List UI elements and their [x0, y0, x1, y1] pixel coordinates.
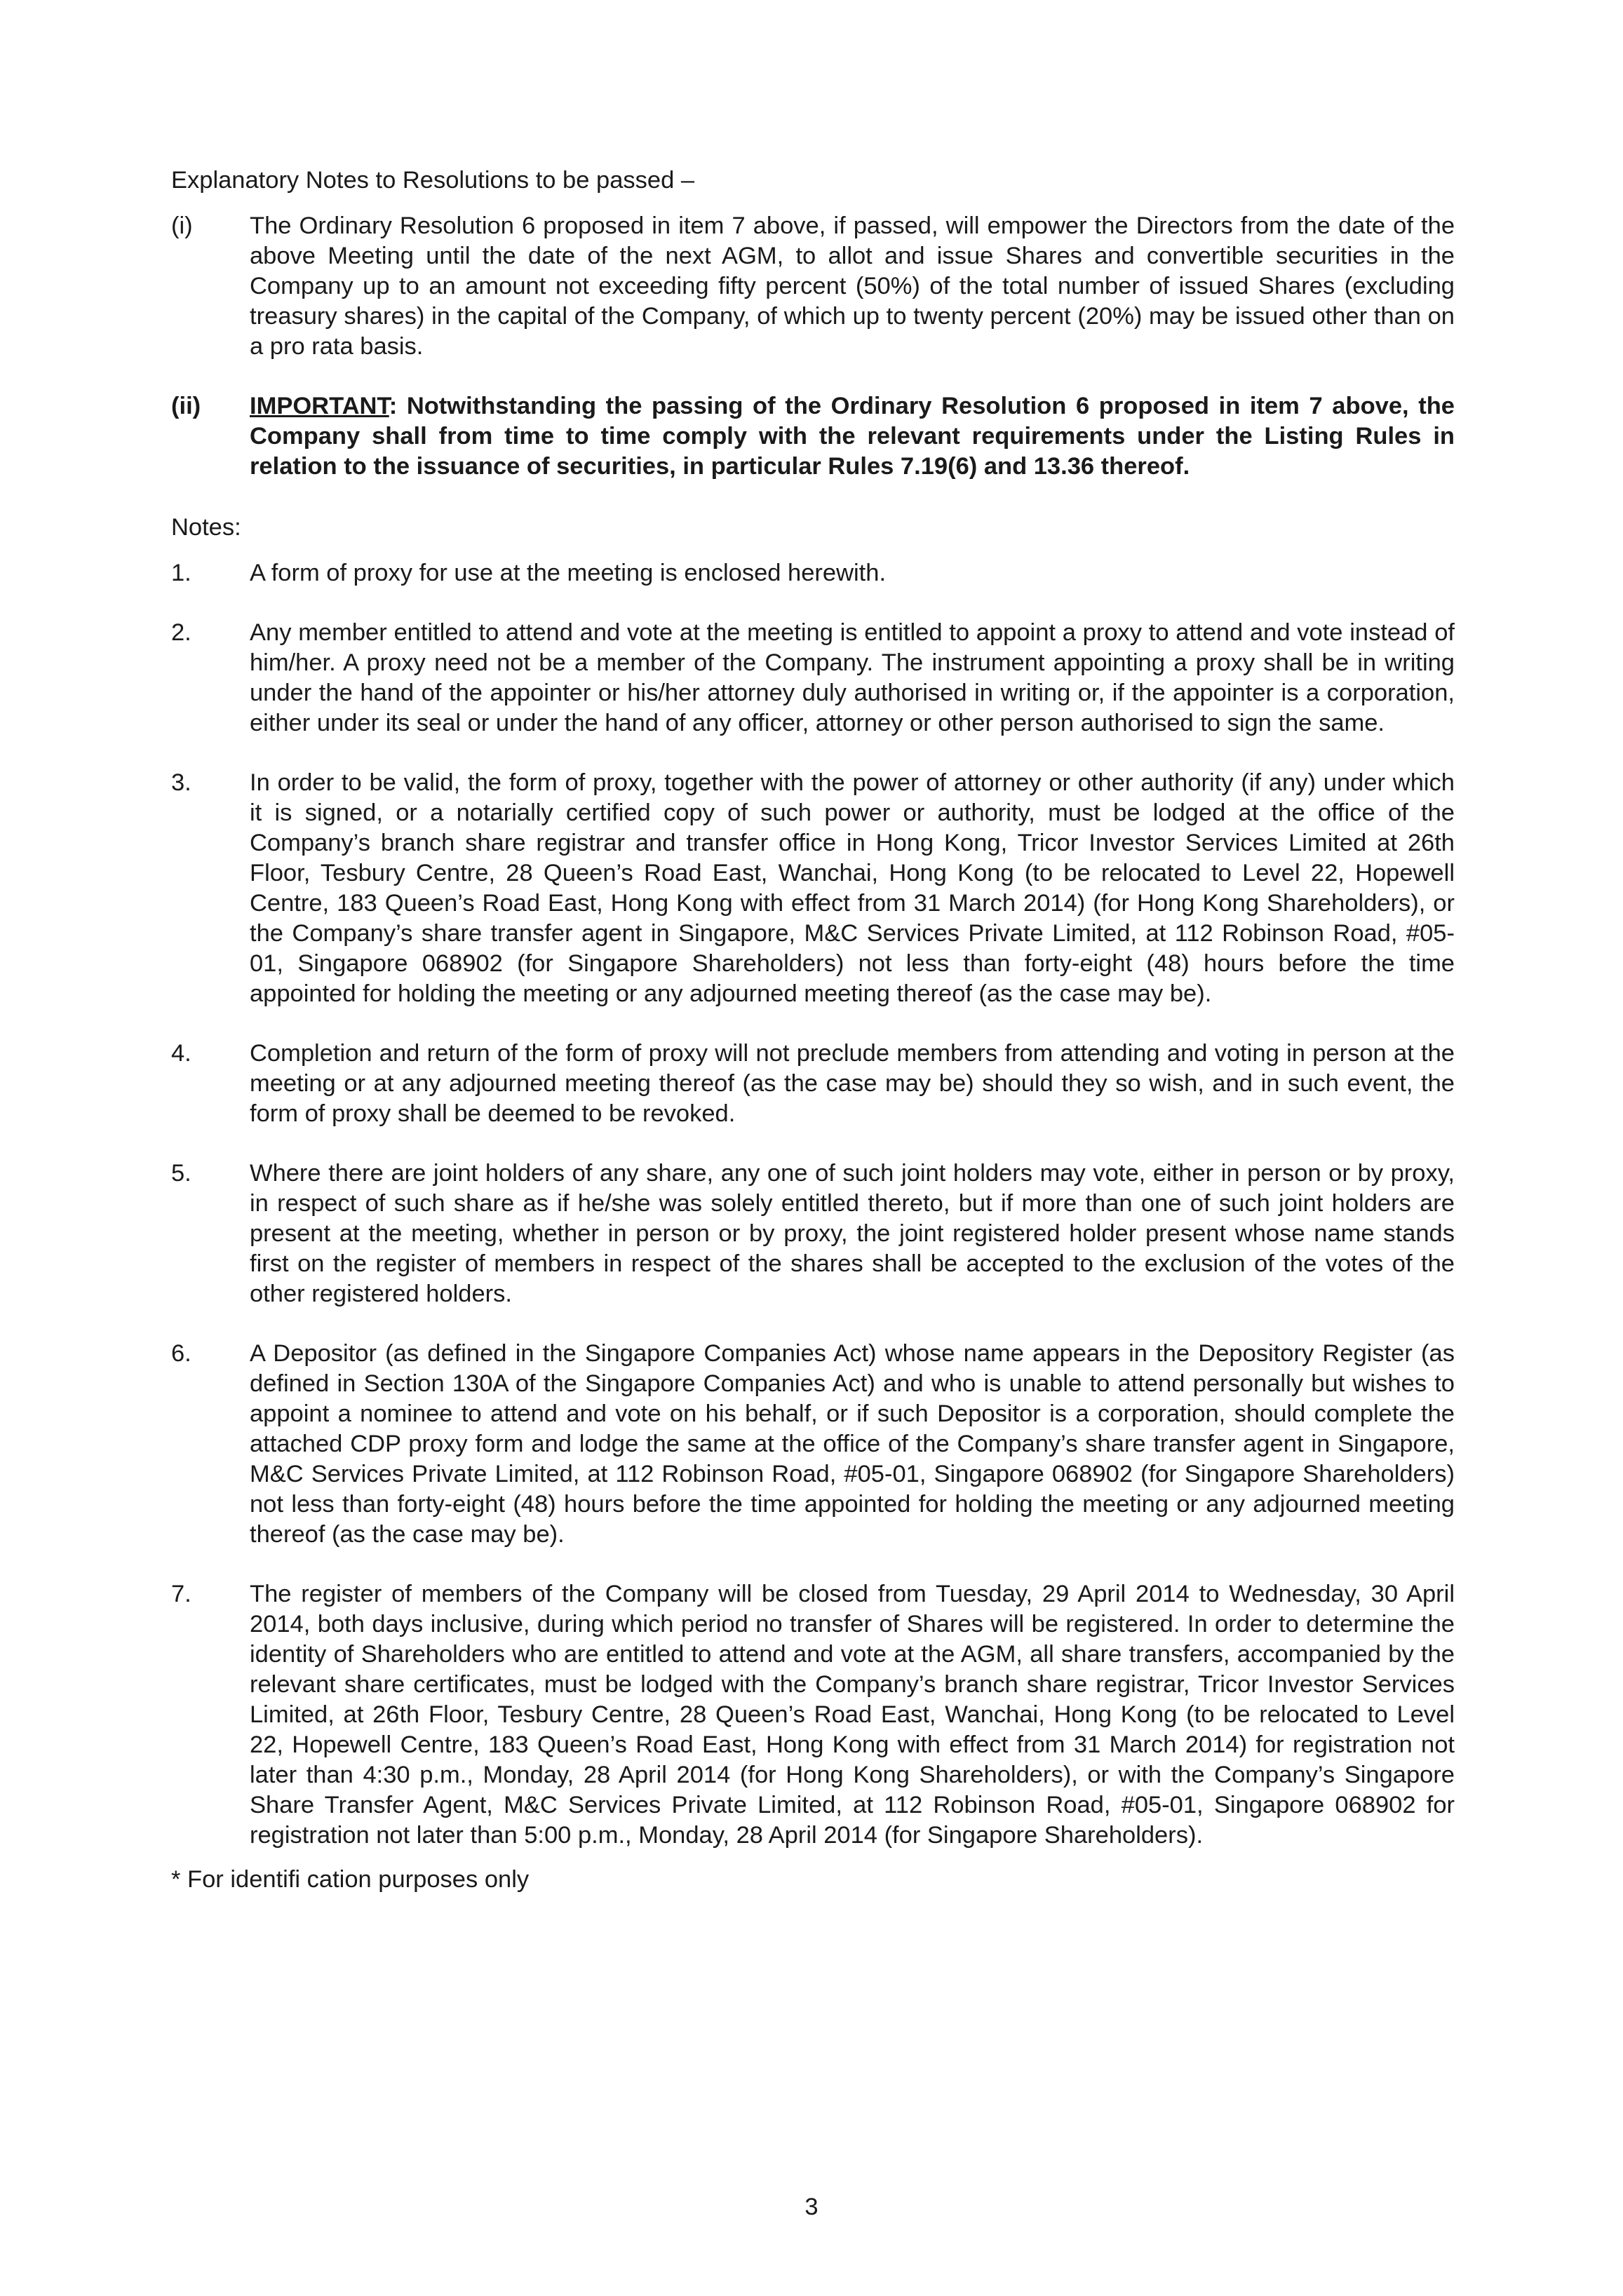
note-item — [171, 618, 1455, 738]
document-page — [171, 166, 1455, 1895]
important-label: IMPORTANT — [250, 393, 389, 419]
explanatory-item-important — [171, 391, 1455, 482]
explanatory-notes-heading: Explanatory Notes to Resolutions to be passed – — [171, 167, 695, 194]
note-number: 6. — [171, 1340, 191, 1367]
notes-heading: Notes: — [171, 514, 241, 541]
note-item — [171, 1579, 1455, 1851]
note-number: 3. — [171, 769, 191, 796]
item-text-important — [250, 391, 1455, 482]
note-number: 5. — [171, 1160, 191, 1187]
note-item — [171, 558, 1455, 588]
page-number: 3 — [804, 2194, 819, 2220]
item-text: The Ordinary Resolution 6 proposed in item 7 above, if passed, will empower the Directors from the date of the above Meeting until the date of the next AGM, to allot and issue Shares and convertible securities in the Company up to an amount not exceeding fifty percent (50%) of the total number of issued Shares (excluding treasury shares) in the capital of the Company, of which up to twenty percent (20%) may be issued other than on a pro rata basis. — [250, 212, 1455, 360]
explanatory-item — [171, 211, 1455, 362]
item-number: (ii) — [171, 393, 201, 419]
item-number: (i) — [171, 212, 193, 239]
note-number: 4. — [171, 1040, 191, 1067]
note-text: Where there are joint holders of any share, any one of such joint holders may vote, either in person or by proxy, in respect of such share as if he/she was solely entitled thereto, but if more than one of such joint holders are present at the meeting, whether in person or by proxy, the joint registered holder present whose name stands first on the register of members in respect of the shares shall be accepted to the exclusion of the votes of the other registered holders. — [250, 1160, 1455, 1307]
note-item — [171, 1339, 1455, 1550]
note-item — [171, 1159, 1455, 1309]
important-text: : Notwithstanding the passing of the Ordinary Resolution 6 proposed in item 7 above, the Company shall from time to time comply with the relevant requirements under the Listing Rules in relation to the issuance of securities, in particular Rules 7.19(6) and 13.36 thereof. — [250, 393, 1455, 480]
note-text: In order to be valid, the form of proxy, together with the power of attorney or other authority (if any) under which it is signed, or a notarially certified copy of such power or authority, must be lodged at the office of the Company’s branch share registrar and transfer office in Hong Kong, Tricor Investor Services Limited at 26th Floor, Tesbury Centre, 28 Queen’s Road East, Wanchai, Hong Kong (to be relocated to Level 22, Hopewell Centre, 183 Queen’s Road East, Hong Kong with effect from 31 March 2014) (for Hong Kong Shareholders), or the Company’s share transfer agent in Singapore, M&C Services Private Limited, at 112 Robinson Road, #05-01, Singapore 068902 (for Singapore Shareholders) not less than forty-eight (48) hours before the time appointed for holding the meeting or any adjourned meeting thereof (as the case may be). — [250, 769, 1455, 1007]
note-text: A Depositor (as defined in the Singapore Companies Act) whose name appears in the Depository Register (as defined in Section 130A of the Singapore Companies Act) and who is unable to attend personally but wishes to appoint a nominee to attend and vote on his behalf, or if such Depositor is a corporation, should complete the attached CDP proxy form and lodge the same at the office of the Company’s share transfer agent in Singapore, M&C Services Private Limited, at 112 Robinson Road, #05-01, Singapore 068902 (for Singapore Shareholders) not less than forty-eight (48) hours before the time appointed for holding the meeting or any adjourned meeting thereof (as the case may be). — [250, 1340, 1455, 1548]
note-number: 2. — [171, 619, 191, 646]
note-number: 1. — [171, 560, 191, 586]
note-text: The register of members of the Company will be closed from Tuesday, 29 April 2014 to Wednesday, 30 April 2014, both days inclusive, during which period no transfer of Shares will be registered. In order to determine the identity of Shareholders who are entitled to attend and vote at the AGM, all share transfers, accompanied by the relevant share certificates, must be lodged with the Company’s branch share registrar, Tricor Investor Services Limited, at 26th Floor, Tesbury Centre, 28 Queen’s Road East, Wanchai, Hong Kong (to be relocated to Level 22, Hopewell Centre, 183 Queen’s Road East, Hong Kong with effect from 31 March 2014) for registration not later than 4:30 p.m., Monday, 28 April 2014 (for Hong Kong Shareholders), or with the Company’s Singapore Share Transfer Agent, M&C Services Private Limited, at 112 Robinson Road, #05-01, Singapore 068902 for registration not later than 5:00 p.m., Monday, 28 April 2014 (for Singapore Shareholders). — [250, 1581, 1455, 1849]
footnote: * For identifi cation purposes only — [171, 1866, 530, 1893]
note-text: A form of proxy for use at the meeting is enclosed herewith. — [250, 560, 887, 586]
note-item — [171, 1039, 1455, 1129]
note-text: Any member entitled to attend and vote at the meeting is entitled to appoint a proxy to attend and vote instead of him/her. A proxy need not be a member of the Company. The instrument appointing a proxy shall be in writing under the hand of the appointer or his/her attorney duly authorised in writing or, if the appointer is a corporation, either under its seal or under the hand of any officer, attorney or other person authorised to sign the same. — [250, 619, 1455, 736]
note-item — [171, 768, 1455, 1009]
note-number: 7. — [171, 1581, 191, 1607]
note-text: Completion and return of the form of proxy will not preclude members from attending and voting in person at the meeting or at any adjourned meeting thereof (as the case may be) should they so wish, and in such event, the form of proxy shall be deemed to be revoked. — [250, 1040, 1455, 1127]
